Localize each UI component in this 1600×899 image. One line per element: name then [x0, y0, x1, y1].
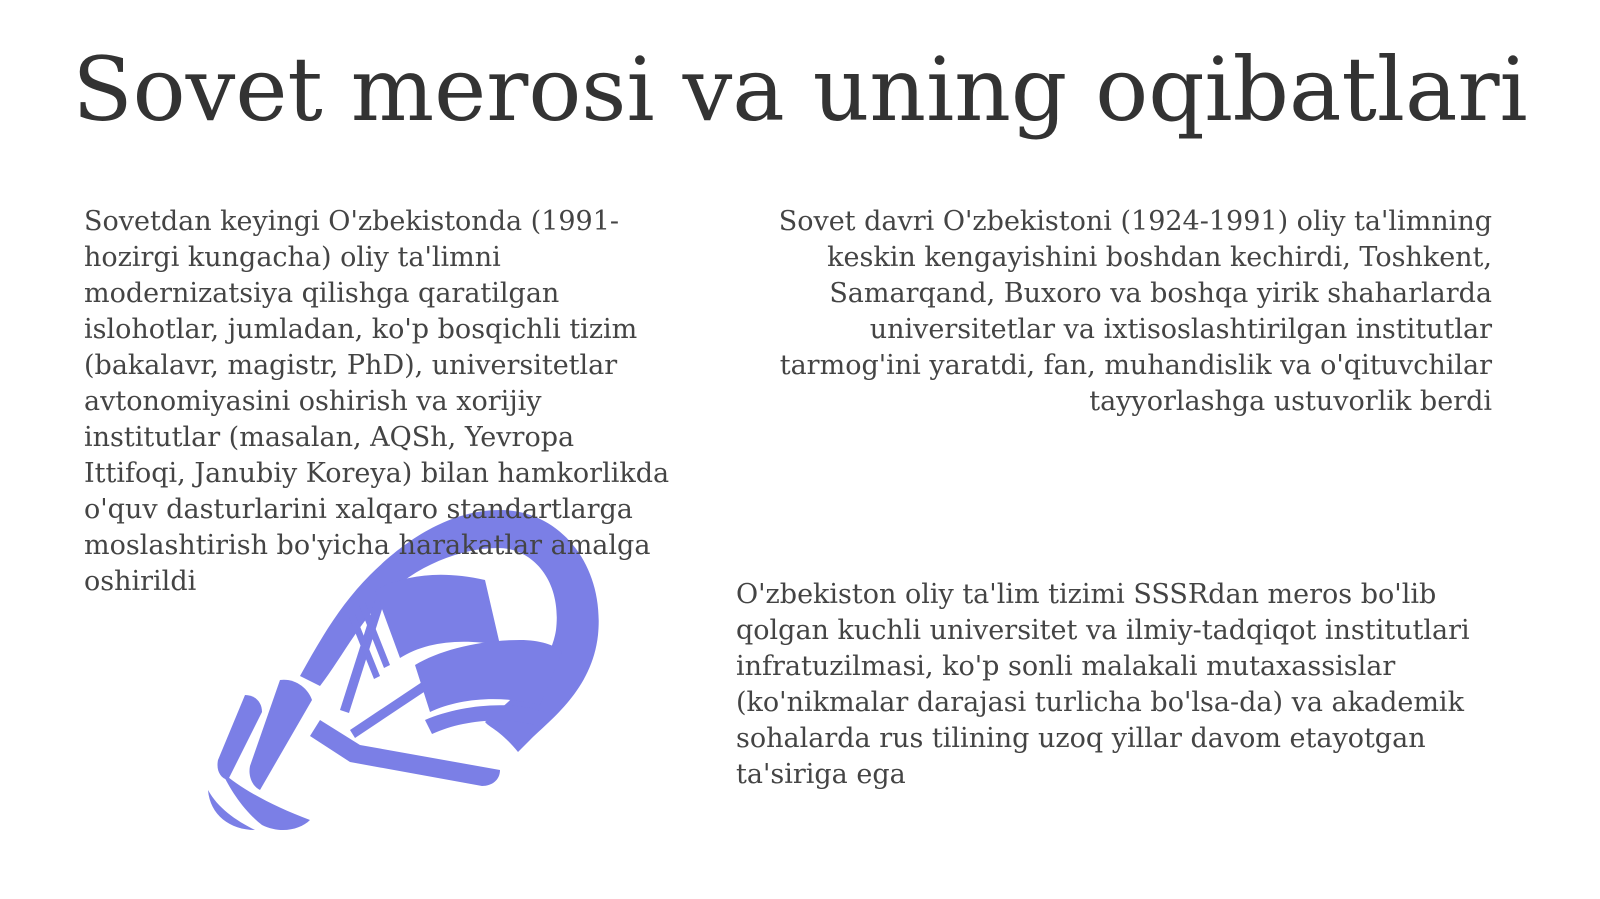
left-paragraph: Sovetdan keyingi O'zbekistonda (1991-hozirgi kungacha) oliy ta'limni modernizatsiya qilishga qaratilgan islohotlar, jumladan, ko'p bosqichli tizim (bakalavr, magistr, PhD), universitetlar avtonomiyasini oshirish va xorijiy institutlar (masalan, AQSh, Yevropa Ittifoqi, Janubiy Koreya) bilan hamkorlikda o'quv dasturlarini xalqaro standartlarga moslashtirish bo'yicha harakatlar amalga oshirildi [84, 206, 670, 597]
right-bottom-paragraph: O'zbekiston oliy ta'lim tizimi SSSRdan meros bo'lib qolgan kuchli universitet va ilmiy-tadqiqot institutlari infratuzilmasi, ko'p sonli malakali mutaxassislar (ko'nikmalar darajasi turlicha bo'lsa-da) va akademik sohalarda rus tilining uzoq yillar davom etayotgan ta'siriga ega [736, 579, 1470, 790]
book-right-page [415, 640, 562, 712]
page-title: Sovet merosi va uning oqibatlari [72, 38, 1528, 141]
bulb-rib-3 [310, 720, 500, 786]
right-top-paragraph: Sovet davri O'zbekistoni (1924-1991) oliy ta'limning keskin kengayishini boshdan kechirdi, Toshkent, Samarqand, Buxoro va boshqa yirik shaharlarda universitetlar va ixtisoslashtirilgan institutlar tarmog'ini yaratdi, fan, muhandislik va o'qituvchilar tayyorlashga ustuvorlik berdi [778, 206, 1492, 417]
bulb-rib-1 [249, 680, 312, 790]
